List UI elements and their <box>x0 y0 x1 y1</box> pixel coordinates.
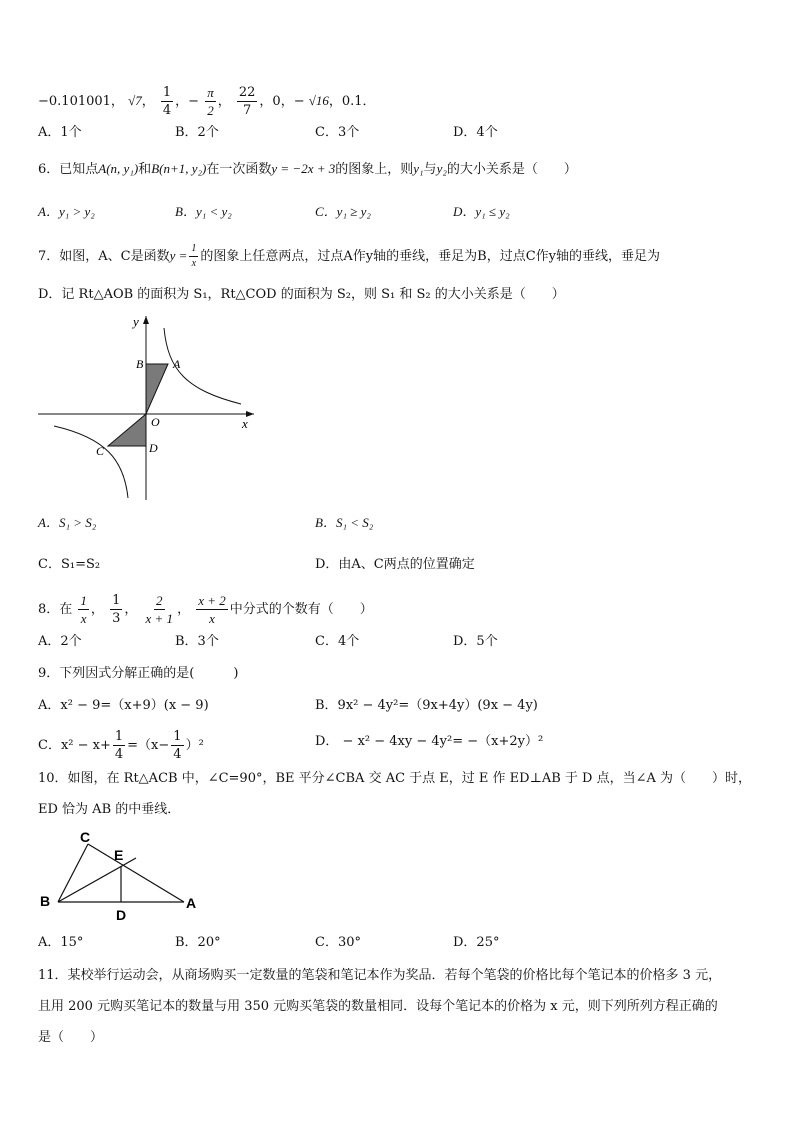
q5-number-list <box>38 86 376 117</box>
q7-option-b[interactable]: B．S₁ < S₂ <box>315 515 374 530</box>
y-axis-arrow <box>143 316 149 324</box>
q5-option-d[interactable]: D．4个 <box>453 125 498 140</box>
label-x: x <box>242 416 248 431</box>
sep: ，0.1． <box>328 94 376 109</box>
q6-stem: 6．已知点A(n, y₁)和B(n+1, y₂)在一次函数y = −2x + 3的图象上，则y₁与y₂的大小关系是（ ） <box>38 161 577 177</box>
label-c: C <box>96 444 105 458</box>
label-y: y <box>133 314 139 329</box>
q8-option-d[interactable]: D．5个 <box>453 634 498 649</box>
label-b: B <box>136 357 144 371</box>
triangle-cod <box>108 414 146 446</box>
q9-stem: 9．下列因式分解正确的是( ) <box>38 666 239 681</box>
q7-stem-line2: D．记 Rt△AOB 的面积为 S₁，Rt△COD 的面积为 S₂，则 S₁ 和 S₂ 的大小关系是（ ） <box>38 287 565 302</box>
label-e: E <box>114 847 124 863</box>
side-ca <box>88 844 184 902</box>
q5-option-c[interactable]: C．3个 <box>315 125 360 140</box>
q5-option-b[interactable]: B．2个 <box>175 125 219 140</box>
label-d: D <box>116 907 127 922</box>
q8-option-c[interactable]: C．4个 <box>315 634 360 649</box>
q10-option-a[interactable]: A．15° <box>38 935 84 950</box>
fraction-pi-2: $\frac{\pi}{2}$ <box>207 85 214 118</box>
q11-stem-line2: 且用 200 元购买笔记本的数量与用 350 元购买笔袋的数量相同．设每个笔记本的价格为 x 元，则下列所列方程正确的 <box>38 999 718 1014</box>
q11-stem-line1: 11．某校举行运动会，从商场购买一定数量的笔袋和笔记本作为奖品．若每个笔袋的价格比每个笔记本的价格多 3 元， <box>38 968 722 983</box>
q9-option-a[interactable]: A．x² − 9=（x+9）(x − 9) <box>38 698 209 713</box>
triangle-aob <box>146 364 168 414</box>
sqrt-16: √16 <box>308 93 329 108</box>
sep: ， <box>141 94 155 109</box>
label-a: A <box>173 357 181 371</box>
q8-option-b[interactable]: B．3个 <box>175 634 219 649</box>
q10-option-d[interactable]: D．25° <box>453 935 500 950</box>
q10-option-c[interactable]: C．30° <box>315 935 361 950</box>
label-o: O <box>151 415 160 429</box>
q9-option-b[interactable]: B．9x² − 4y²=（9x+4y）(9x − 4y) <box>315 698 538 713</box>
q7-stem-line1: 7．如图，A、C是函数y = $\frac{1}{x}$ 的图象上任意两点，过点A作y轴的垂线，垂足为B，过点C作y轴的垂线，垂足为 <box>38 243 660 269</box>
fraction-1-x: $\frac{1}{x}$ <box>191 243 197 269</box>
fraction-2-xplus1: $\frac{2}{x + 1}$ <box>145 593 174 626</box>
q8-option-a[interactable]: A．2个 <box>38 634 82 649</box>
hyperbola-branch-q3 <box>54 426 128 498</box>
q6-option-b[interactable]: B．y₁ < y₂ <box>175 204 232 219</box>
q7-option-c[interactable]: C．S₁=S₂ <box>38 557 101 572</box>
q6-option-c[interactable]: C．y₁ ≥ y₂ <box>315 204 371 219</box>
fraction-xplus2-x: $\frac{x + 2}{x}$ <box>198 593 226 626</box>
fraction-1-4: $\frac{1}{4}$ <box>162 85 172 118</box>
sep: ， <box>217 94 231 109</box>
point-b: B(n+1, y₂) <box>151 161 207 176</box>
q7-hyperbola-figure <box>36 310 260 502</box>
label-a: A <box>186 895 197 911</box>
fraction-22-7: $\frac{22}{7}$ <box>238 85 256 118</box>
fraction-1-4: $\frac{1}{4}$ <box>114 729 124 762</box>
q6-option-a[interactable]: A．y₁ > y₂ <box>38 204 95 219</box>
q5-option-a[interactable]: A．1个 <box>38 125 82 140</box>
q9-option-c[interactable]: C．x² − x+ $\frac{1}{4}$ =（x− $\frac{1}{4}$ ）² <box>38 729 204 762</box>
fraction-1-3: $\frac{1}{3}$ <box>112 593 121 626</box>
label-c: C <box>80 829 91 845</box>
num-text: −0.101001， <box>38 94 124 109</box>
q10-triangle-figure <box>36 826 206 922</box>
q8-stem: 8．在 $\frac{1}{x}$ ， $\frac{1}{3}$ ， $\frac{2}{x + 1}$ ， $\frac{x + 2}{x}$ 中分式的个数有（ ） <box>38 593 373 626</box>
point-a: A(n, y₁) <box>98 161 139 176</box>
q11-stem-line3: 是（ ） <box>38 1030 104 1045</box>
q10-stem-line1: 10．如图，在 Rt△ACB 中，∠C=90°，BE 平分∠CBA 交 AC 于点 E，过 E 作 ED⊥AB 于 D 点，当∠A 为（ ）时， <box>38 771 751 786</box>
q7-option-a[interactable]: A．S₁ > S₂ <box>38 515 97 530</box>
fraction-1-4: $\frac{1}{4}$ <box>173 729 182 762</box>
q10-stem-line2: ED 恰为 AB 的中垂线． <box>38 802 181 817</box>
linear-function: y = −2x + 3 <box>271 161 336 176</box>
sep: ，− <box>175 94 200 109</box>
q9-option-d[interactable]: D． − x² − 4xy − 4y²= −（x+2y）² <box>315 734 544 749</box>
q6-option-d[interactable]: D．y₁ ≤ y₂ <box>453 204 510 219</box>
sqrt-7: √7 <box>128 93 142 108</box>
q7-option-d[interactable]: D．由A、C两点的位置确定 <box>315 557 475 572</box>
q10-option-b[interactable]: B．20° <box>175 935 221 950</box>
fraction-1-x: $\frac{1}{x}$ <box>80 593 87 626</box>
sep: ，0，− <box>259 94 305 109</box>
label-d: D <box>149 441 158 455</box>
label-b: B <box>40 893 51 909</box>
